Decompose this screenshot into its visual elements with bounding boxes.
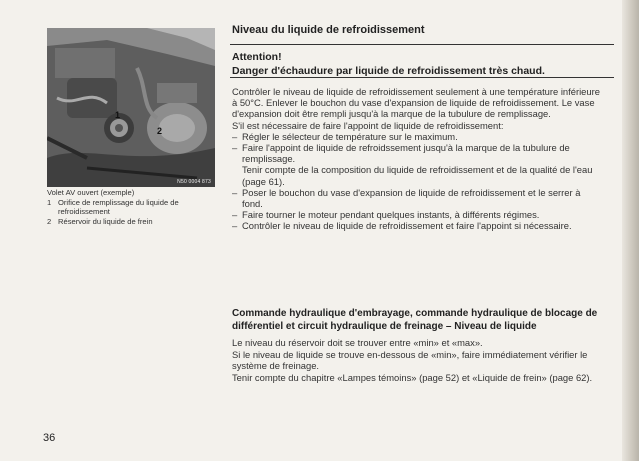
warning-block xyxy=(232,50,614,78)
caption-item-text: Réservoir du liquide de frein xyxy=(58,216,153,226)
engine-bay-illustration xyxy=(47,28,215,187)
caption-item-number: 2 xyxy=(47,216,52,226)
paragraph: Tenir compte du chapitre «Lampes témoins» (page 52) et «Liquide de frein» (page 62). xyxy=(232,371,593,383)
intro-paragraph: S'il est nécessaire de faire l'appoint de liquide de refroidissement: xyxy=(232,119,504,131)
list-item: – Faire tourner le moteur pendant quelques instants, à différents régimes. xyxy=(232,209,600,220)
page-number: 36 xyxy=(43,432,56,444)
list-note: Tenir compte de la composition du liquide de refroidissement et de la qualité de l'eau (page 61). xyxy=(242,164,593,187)
callout-2: 2 xyxy=(157,126,163,136)
caption-item-text: Orifice de remplissage du liquide de refroidissement xyxy=(58,197,179,217)
figure-code: N50 0004 873 xyxy=(177,179,211,185)
list-item-text: Régler le sélecteur de température sur le maximum. xyxy=(242,130,458,142)
list-item: – Faire l'appoint de liquide de refroidssement jusqu'à la marque de la tubulure de remplissage. xyxy=(232,142,600,164)
intro-paragraph: Contrôler le niveau de liquide de refroidissement seulement à une température inférieure à 50°C. Enlever le bouchon du vase d'expansion de liquide de refroidissement. Le vase d'expansion doit être rempli jusqu'à la marque de la tubulure de remplissage. xyxy=(232,86,600,120)
paragraph: Si le niveau de liquide se trouve en-dessous de «min», faire immédiatement vérifier le système de freinage. xyxy=(232,348,588,372)
callout-1: 1 xyxy=(115,110,121,120)
divider xyxy=(230,77,614,78)
caption-item xyxy=(47,198,217,217)
attention-label: Attention! xyxy=(232,51,282,63)
list-item-text: Poser le bouchon du vase d'expansion de liquide de refroidissement et le serrer à fond. xyxy=(242,186,581,210)
warning-text: Danger d'échaudure par liquide de refroidissement très chaud. xyxy=(232,65,545,77)
divider xyxy=(230,44,614,45)
list-item-text: Faire l'appoint de liquide de refroidssement jusqu'à la marque de la tubulure de remplissage. xyxy=(242,142,570,165)
caption-item-number: 1 xyxy=(47,197,52,207)
page-edge xyxy=(622,0,639,461)
figure-caption xyxy=(47,188,217,226)
list-item: – Régler le sélecteur de température sur le maximum. xyxy=(232,131,600,142)
section-title: Commande hydraulique d'embrayage, commande hydraulique de blocage de différentiel et circuit hydraulique de freinage – Niveau de liquide xyxy=(232,308,598,332)
caption-title: Volet AV ouvert (exemple) xyxy=(47,188,135,197)
engine-bay-photo xyxy=(47,28,215,187)
caption-item xyxy=(47,217,217,227)
paragraph: Le niveau du réservoir doit se trouver entre «min» et «max». xyxy=(232,337,483,348)
list-item-text: Contrôler le niveau de liquide de refroidissement et faire l'appoint si nécessaire. xyxy=(242,220,572,232)
list-item: – Poser le bouchon du vase d'expansion de liquide de refroidissement et le serrer à fond. xyxy=(232,187,600,209)
coolant-instructions xyxy=(232,86,600,232)
list-item: – Contrôler le niveau de liquide de refroidissement et faire l'appoint si nécessaire. xyxy=(232,220,600,231)
fluid-level-text xyxy=(232,337,600,383)
list-item-text: Faire tourner le moteur pendant quelques instants, à différents régimes. xyxy=(242,209,540,221)
section-title: Niveau du liquide de refroidissement xyxy=(232,24,425,36)
